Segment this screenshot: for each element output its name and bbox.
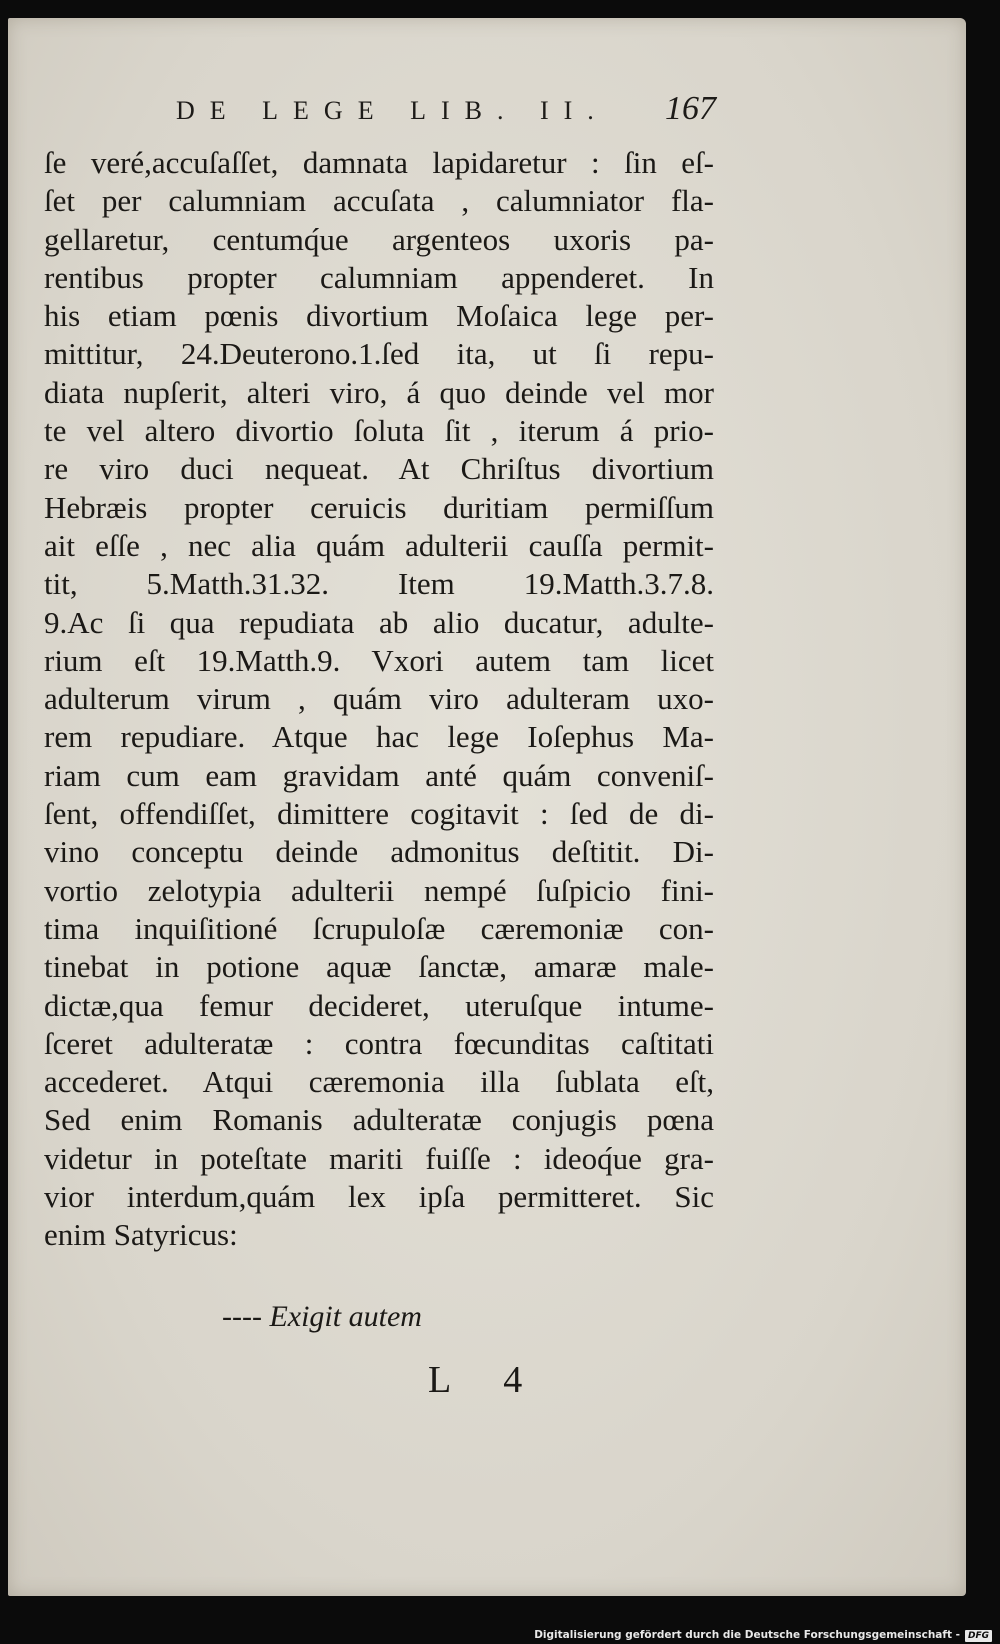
text-line: diata nupſerit, alteri viro, á quo deinde vel mor (44, 374, 714, 410)
text-line: tit, 5.Matth.31.32. Item 19.Matth.3.7.8. (44, 566, 714, 602)
text-line: Sed enim Romanis adulteratæ conjugis pœna (44, 1102, 714, 1138)
text-line: ſceret adulteratæ : contra fœcunditas caſtitati (44, 1025, 714, 1061)
text-line: enim Satyricus: (44, 1217, 238, 1253)
text-line: vino conceptu deinde admonitus deſtitit. Di- (44, 834, 714, 870)
text-line: tinebat in potione aquæ ſanctæ, amaræ male- (44, 949, 714, 985)
text-line: riam cum eam gravidam anté quám conveniſ- (44, 757, 714, 793)
page-number: 167 (665, 90, 716, 127)
text-line: re viro duci nequeat. At Chriſtus divortium (44, 451, 714, 487)
text-line: te vel altero divortio ſoluta ſit , iterum á prio- (44, 413, 714, 449)
signature-mark: L 4 (428, 1359, 545, 1401)
text-line: gellaretur, centumq́ue argenteos uxoris pa- (44, 221, 714, 257)
text-line: ait eſſe , nec alia quám adulterii cauſſa permit- (44, 527, 714, 563)
text-line: ſe veré,accuſaſſet, damnata lapidaretur : ſin eſ- (44, 145, 714, 180)
text-line: dictæ,qua femur decideret, uteruſque intume- (44, 987, 714, 1023)
text-line: his etiam pœnis divortium Moſaica lege per- (44, 298, 714, 334)
text-line: ſent, offendiſſet, dimittere cogitavit : ſed de di- (44, 796, 714, 832)
dfg-logo: DFG (965, 1630, 992, 1642)
digitization-credit: Digitalisierung gefördert durch die Deutsche Forschungsgemeinschaft - (534, 1629, 960, 1641)
text-line: accederet. Atqui cæremonia illa ſublata eſt, (44, 1064, 714, 1100)
text-line: Hebræis propter ceruicis duritiam permiſſum (44, 489, 714, 525)
text-line: mittitur, 24.Deuterono.1.ſed ita, ut ſi repu- (44, 336, 714, 372)
text-line: rem repudiare. Atque hac lege Ioſephus Ma- (44, 719, 714, 755)
text-line: ſet per calumniam accuſata , calumniator fla- (44, 183, 714, 219)
text-line: adulterum virum , quám viro adulteram uxo- (44, 681, 714, 717)
running-header (176, 90, 716, 130)
text-line: rium eſt 19.Matth.9. Vxori autem tam licet (44, 642, 714, 678)
text-line: tima inquiſitioné ſcrupuloſæ cæremoniæ con- (44, 910, 714, 946)
book-page (8, 18, 966, 1596)
text-line: vior interdum,quám lex ipſa permitteret. Sic (44, 1179, 714, 1215)
text-line: rentibus propter calumniam appenderet. In (44, 259, 714, 295)
text-line: videtur in poteſtate mariti fuiſſe : ideoq́ue gra- (44, 1140, 714, 1176)
text-line: 9.Ac ſi qua repudiata ab alio ducatur, adulte- (44, 604, 714, 640)
verse-catchword: ---- Exigit autem (222, 1300, 422, 1333)
body-text (44, 144, 714, 1255)
text-line: vortio zelotypia adulterii nempé ſuſpicio fini- (44, 872, 714, 908)
running-title: DE LEGE LIB. II. (176, 96, 609, 125)
